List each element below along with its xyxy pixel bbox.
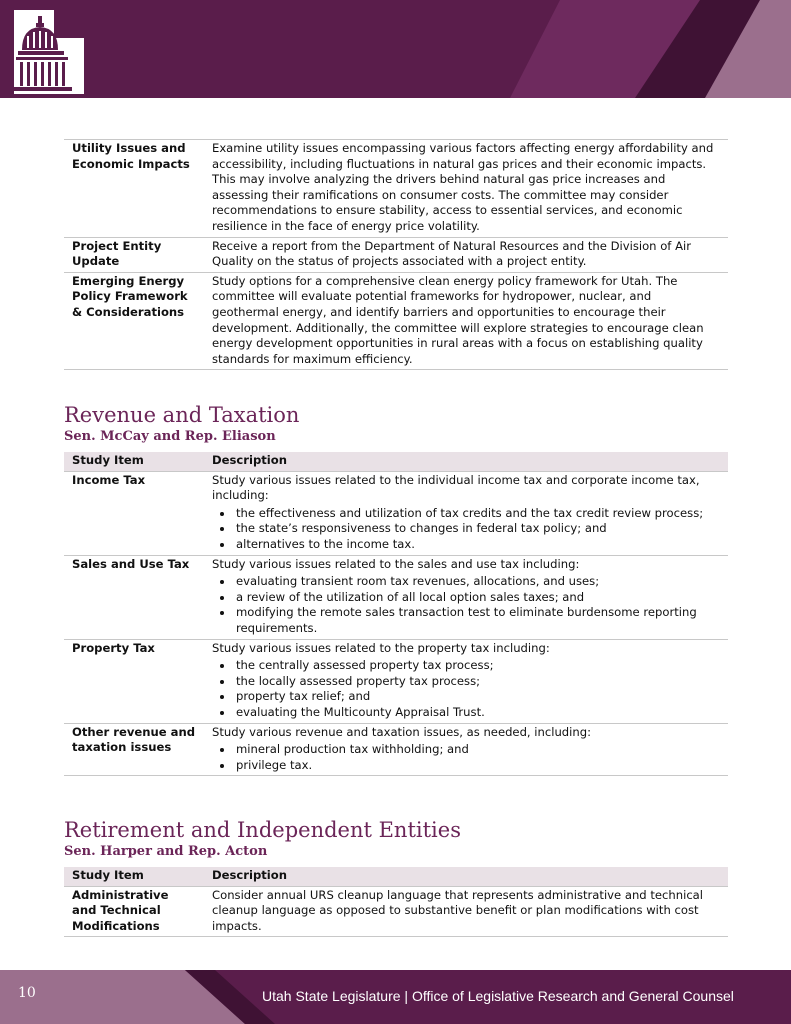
table-row	[64, 639, 728, 723]
bullet-item: • a review of the utilization of all local option sales taxes; and	[234, 590, 720, 606]
study-item-description	[204, 639, 728, 723]
table-row	[64, 555, 728, 639]
table-row	[64, 723, 728, 776]
table-header-row	[64, 452, 728, 471]
column-header-study-item: Study Item	[64, 867, 204, 886]
retirement-section	[64, 818, 728, 937]
bullet-item: • the locally assessed property tax process;	[234, 674, 720, 690]
description-text: Study various issues related to the individual income tax and corporate income tax, including:	[212, 472, 700, 503]
table-row	[64, 140, 728, 238]
study-item-description	[204, 723, 728, 776]
column-header-description: Description	[204, 867, 728, 886]
committee-chairs: Sen. Harper and Rep. Acton	[64, 844, 268, 859]
bullet-item: • evaluating the Multicounty Appraisal Trust.	[234, 705, 720, 721]
bullet-item: • evaluating transient room tax revenues, allocations, and uses;	[234, 574, 720, 590]
section-title: Retirement and Independent Entities	[64, 818, 461, 842]
energy-study-table-section	[64, 139, 728, 370]
committee-chairs: Sen. McCay and Rep. Eliason	[64, 429, 276, 444]
page-number: 10	[18, 985, 36, 1001]
bullet-list	[212, 574, 720, 636]
study-item-label: Other revenue and taxation issues	[64, 723, 204, 776]
study-item-description	[204, 555, 728, 639]
study-item-label: Sales and Use Tax	[64, 555, 204, 639]
table-row	[64, 237, 728, 272]
study-item-label: Administrative and Technical Modifications	[64, 886, 204, 937]
bullet-item: • property tax relief; and	[234, 689, 720, 705]
revenue-taxation-section	[64, 403, 728, 776]
bullet-item: • the effectiveness and utilization of tax credits and the tax credit review process;	[234, 506, 720, 522]
study-item-label: Project Entity Update	[64, 237, 204, 272]
bullet-item: • the centrally assessed property tax process;	[234, 658, 720, 674]
bullet-item: • privilege tax.	[234, 758, 720, 774]
study-item-label: Utility Issues and Economic Impacts	[64, 140, 204, 238]
table-row	[64, 272, 728, 370]
revenue-study-table	[64, 452, 728, 776]
retirement-study-table	[64, 867, 728, 937]
bullet-list	[212, 658, 720, 720]
study-item-label: Property Tax	[64, 639, 204, 723]
table-header-row	[64, 867, 728, 886]
description-text: Study various issues related to the sales and use tax including:	[212, 556, 580, 571]
energy-study-table	[64, 139, 728, 370]
bullet-list	[212, 506, 720, 553]
study-item-label: Emerging Energy Policy Framework & Considerations	[64, 272, 204, 370]
study-item-description: Receive a report from the Department of Natural Resources and the Division of Air Quality on the status of projects associated with a project entity.	[204, 237, 728, 272]
bullet-item: • alternatives to the income tax.	[234, 537, 720, 553]
bullet-item: • mineral production tax withholding; and	[234, 742, 720, 758]
description-text: Study various issues related to the property tax including:	[212, 640, 550, 655]
column-header-study-item: Study Item	[64, 452, 204, 471]
study-item-description: Examine utility issues encompassing various factors affecting energy affordability and accessibility, including fluctuations in natural gas prices and their economic impacts. This may involve analyzing the drivers behind natural gas price increases and assessing their ramifications on consumer costs. The committee may consider recommendations to ensure stability, access to essential services, and economic resilience in the face of energy price volatility.	[204, 140, 728, 238]
study-item-description: Consider annual URS cleanup language that represents administrative and technical cleanup language as opposed to substantive benefit or plan modifications with cost impacts.	[204, 886, 728, 937]
column-header-description: Description	[204, 452, 728, 471]
bullet-list	[212, 742, 720, 773]
header-band	[0, 0, 791, 98]
bullet-item: • modifying the remote sales transaction test to eliminate burdensome reporting requirements.	[234, 605, 720, 636]
footer-text: Utah State Legislature | Office of Legislative Research and General Counsel	[262, 988, 734, 1004]
description-text: Study various revenue and taxation issues, as needed, including:	[212, 724, 592, 739]
table-row	[64, 886, 728, 937]
study-item-description: Study options for a comprehensive clean energy policy framework for Utah. The committee will evaluate potential frameworks for hydropower, nuclear, and geothermal energy, and identify barriers and opportunities to encourage their development. Additionally, the committee will explore strategies to encourage clean energy development opportunities in rural areas with a focus on establishing quality standards for maximum efficiency.	[204, 272, 728, 370]
table-row	[64, 471, 728, 555]
study-item-description	[204, 471, 728, 555]
section-title: Revenue and Taxation	[64, 403, 300, 427]
study-item-label: Income Tax	[64, 471, 204, 555]
capitol-dome-icon	[14, 10, 84, 94]
bullet-item: • the state’s responsiveness to changes in federal tax policy; and	[234, 521, 720, 537]
